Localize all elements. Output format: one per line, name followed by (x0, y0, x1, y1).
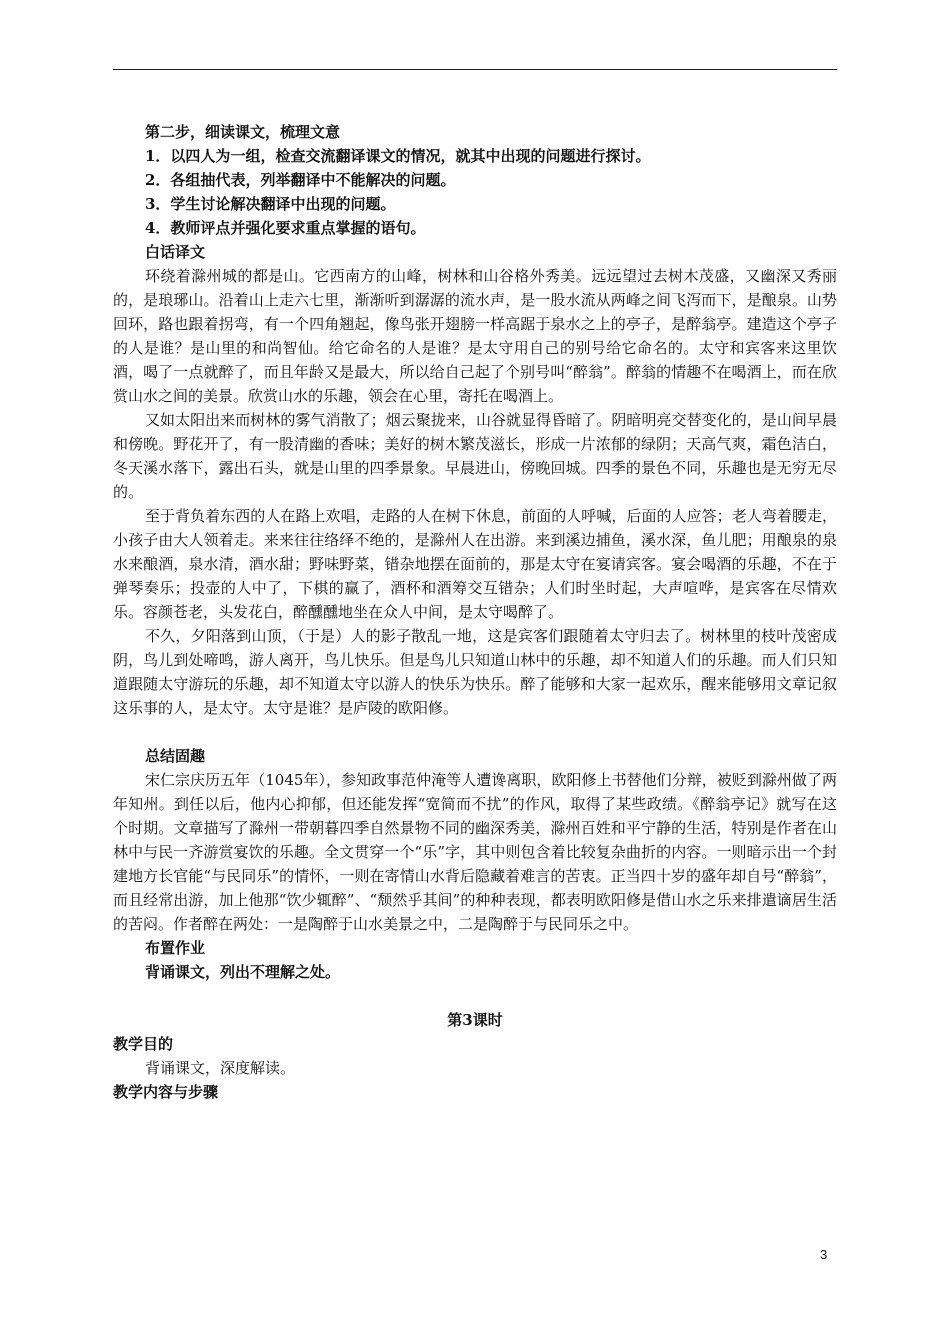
header-rule (113, 69, 837, 70)
lesson-title: 第3课时 (447, 1011, 503, 1029)
content-heading: 教学内容与步骤 (113, 1083, 219, 1101)
homework-text: 背诵课文，列出不理解之处。 (145, 963, 341, 981)
document-body (113, 120, 837, 1104)
summary-heading: 总结固趣 (145, 747, 206, 765)
step-item-4: 4．教师评点并强化要求重点掌握的语句。 (145, 219, 426, 237)
translation-paragraph-1: 环绕着滁州城的都是山。它西南方的山峰，树林和山谷格外秀美。远远望过去树木茂盛，又幽深又秀丽的，是琅琊山。沿着山上走六七里，渐渐听到潺潺的流水声，是一股水流从两峰之间飞泻而下，是酿泉。山势回环，路也跟着拐弯，有一个四角翘起，像鸟张开翅膀一样高踞于泉水之上的亭子，是醉翁亭。建造这个亭子的人是谁？是山里的和尚智仙。给它命名的人是谁？是太守用自己的别号给它命名的。太守和宾客来这里饮酒，喝了一点就醉了，而且年龄又是最大，所以给自己起了个别号叫“醉翁”。醉翁的情趣不在喝酒上，而在欣赏山水之间的美景。欣赏山水的乐趣，领会在心里，寄托在喝酒上。 (113, 267, 837, 405)
objective-text: 背诵课文，深度解读。 (145, 1059, 296, 1077)
translation-paragraph-4: 不久，夕阳落到山顶，（于是）人的影子散乱一地，这是宾客们跟随着太守归去了。树林里的枝叶茂密成阴，鸟儿到处啼鸣，游人离开，鸟儿快乐。但是鸟儿只知道山林中的乐趣，却不知道人们的乐趣。而人们只知道跟随太守游玩的乐趣，却不知道太守以游人的快乐为快乐。醉了能够和大家一起欢乐，醒来能够用文章记叙这乐事的人，是太守。太守是谁？是庐陵的欧阳修。 (113, 627, 837, 717)
spacer (113, 984, 837, 1008)
spacer (113, 720, 837, 744)
step-item-3: 3．学生讨论解决翻译中出现的问题。 (145, 195, 396, 213)
step-item-2: 2．各组抽代表，列举翻译中不能解决的问题。 (145, 171, 456, 189)
step-title: 第二步，细读课文，梳理文意 (145, 123, 341, 141)
summary-paragraph: 宋仁宗庆历五年（1045年），参知政事范仲淹等人遭谗离职，欧阳修上书替他们分辩，被贬到滁州做了两年知州。到任以后，他内心抑郁，但还能发挥“宽简而不扰”的作风，取得了某些政绩。《醉翁亭记》就写在这个时期。文章描写了滁州一带朝暮四季自然景物不同的幽深秀美，滁州百姓和平宁静的生活，特别是作者在山林中与民一齐游赏宴饮的乐趣。全文贯穿一个“乐”字，其中则包含着比较复杂曲折的内容。一则暗示出一个封建地方长官能“与民同乐”的情怀，一则在寄情山水背后隐藏着难言的苦衷。正当四十岁的盛年却自号“醉翁”，而且经常出游，加上他那“饮少辄醉”、“颓然乎其间”的种种表现，都表明欧阳修是借山水之乐来排遣谪居生活的苦闷。作者醉在两处：一是陶醉于山水美景之中，二是陶醉于与民同乐之中。 (113, 771, 837, 933)
homework-heading: 布置作业 (145, 939, 206, 957)
page-number: 3 (820, 1247, 828, 1262)
translation-heading: 白话译文 (145, 243, 206, 261)
objective-heading: 教学目的 (113, 1035, 174, 1053)
translation-paragraph-2: 又如太阳出来而树林的雾气消散了；烟云聚拢来，山谷就显得昏暗了。阴暗明亮交替变化的，是山间早晨和傍晚。野花开了，有一股清幽的香味；美好的树木繁茂滋长，形成一片浓郁的绿阴；天高气爽，霜色洁白，冬天溪水落下，露出石头，就是山里的四季景象。早晨进山，傍晚回城。四季的景色不同，乐趣也是无穷无尽的。 (113, 411, 837, 501)
translation-paragraph-3: 至于背负着东西的人在路上欢唱，走路的人在树下休息，前面的人呼喊，后面的人应答；老人弯着腰走，小孩子由大人领着走。来来往往络绎不绝的，是滁州人在出游。来到溪边捕鱼，溪水深，鱼儿肥；用酿泉的泉水来酿酒，泉水清，酒水甜；野味野菜，错杂地摆在面前的，那是太守在宴请宾客。宴会喝酒的乐趣，不在于弹琴奏乐；投壶的人中了，下棋的赢了，酒杯和酒筹交互错杂；人们时坐时起，大声喧哗，是宾客在尽情欢乐。容颜苍老，头发花白，醉醺醺地坐在众人中间，是太守喝醉了。 (113, 507, 837, 621)
step-item-1: 1．以四人为一组，检查交流翻译课文的情况，就其中出现的问题进行探讨。 (145, 147, 651, 165)
